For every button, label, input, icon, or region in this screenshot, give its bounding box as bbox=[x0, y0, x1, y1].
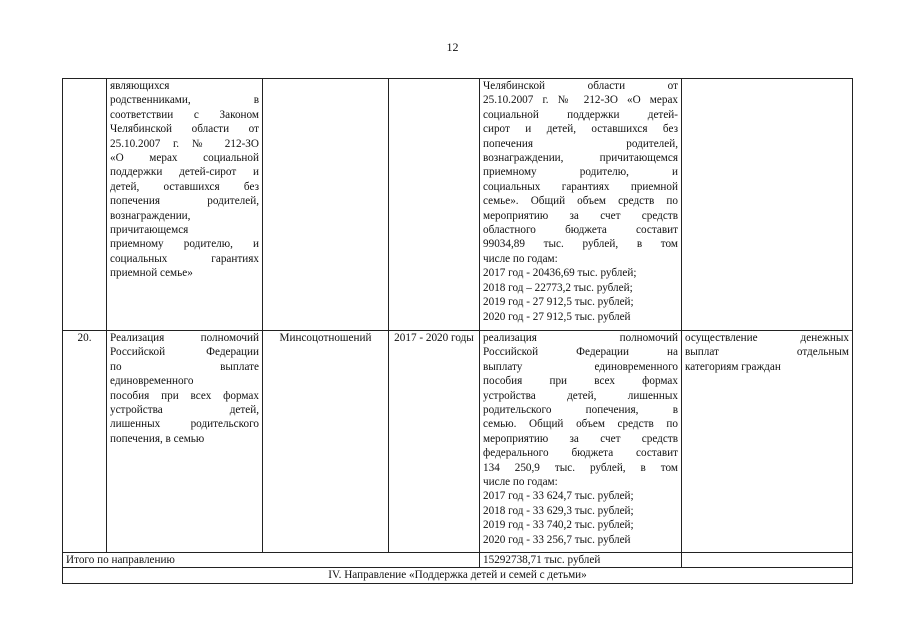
text-line: по выплате bbox=[110, 360, 259, 373]
text-line: родственниками, в bbox=[110, 94, 259, 107]
text-line: 2017 год - 33 624,7 тыс. рублей; bbox=[483, 490, 634, 503]
text-line: социальных гарантиях bbox=[110, 252, 259, 265]
cell-executor: Минсоцотношений bbox=[263, 331, 389, 553]
text-line: семью. Общий объем средств по bbox=[483, 418, 678, 431]
cell-description bbox=[480, 331, 682, 553]
text-line: Челябинской области от bbox=[110, 123, 259, 136]
text-line: 2020 год - 33 256,7 тыс. рублей bbox=[483, 533, 631, 546]
cell-activity-name bbox=[107, 331, 263, 553]
text-line: осуществление денежных bbox=[685, 332, 849, 344]
text-line: социальной поддержки детей- bbox=[483, 108, 678, 121]
text-line: причитающемся bbox=[110, 224, 189, 237]
cell-period: 2017 - 2020 годы bbox=[389, 331, 480, 553]
text-line: 25.10.2007 г. № 212-ЗО bbox=[110, 137, 259, 150]
text-line: родительского попечения, в bbox=[483, 404, 678, 417]
cell-description bbox=[480, 79, 682, 331]
text-line: мероприятию за счет средств bbox=[483, 209, 678, 222]
table-row-total bbox=[63, 553, 853, 568]
text-line: Российской Федерации на bbox=[483, 346, 678, 359]
text-line: Российской Федерации bbox=[110, 346, 259, 359]
text-line: 2018 год – 22773,2 тыс. рублей; bbox=[483, 281, 633, 294]
text-line: лишенных родительского bbox=[110, 418, 259, 431]
text-line: мероприятию за счет средств bbox=[483, 432, 678, 445]
cell-number bbox=[63, 79, 107, 331]
cell-result bbox=[682, 79, 853, 331]
text-line: вознаграждении, причитающемся bbox=[483, 152, 678, 165]
text-line: 2019 год - 33 740,2 тыс. рублей; bbox=[483, 519, 634, 532]
text-line: 134 250,9 тыс. рублей, в том bbox=[483, 461, 678, 474]
cell-executor bbox=[263, 79, 389, 331]
text-line: устройства детей, bbox=[110, 404, 259, 417]
program-table bbox=[62, 78, 853, 584]
text-line: Реализация полномочий bbox=[110, 332, 259, 344]
text-line: детей, оставшихся без bbox=[110, 180, 259, 193]
table-row-20 bbox=[63, 331, 853, 553]
text-line: устройства детей, лишенных bbox=[483, 389, 678, 402]
text-line: Челябинской области от bbox=[483, 80, 678, 92]
text-line: выплату единовременного bbox=[483, 360, 678, 373]
text-line: попечения, в семью bbox=[110, 432, 205, 445]
text-line: приемной семье» bbox=[110, 267, 193, 280]
text-line: единовременного bbox=[110, 375, 194, 388]
text-line: вознаграждении, bbox=[110, 209, 191, 222]
total-amount: 15292738,71 тыс. рублей bbox=[480, 553, 682, 568]
cell-activity-name bbox=[107, 79, 263, 331]
text-line: числе по годам: bbox=[483, 252, 558, 265]
text-line: приемному родителю, и bbox=[483, 166, 678, 179]
total-label: Итого по направлению bbox=[63, 553, 480, 568]
text-line: попечения родителей, bbox=[483, 137, 678, 150]
text-line: соответствии с Законом bbox=[110, 108, 259, 121]
text-line: категориям граждан bbox=[685, 360, 781, 373]
text-line: поддержки детей-сирот и bbox=[110, 166, 259, 179]
text-line: 25.10.2007 г. № 212-ЗО «О мерах bbox=[483, 94, 678, 107]
page-number: 12 bbox=[446, 40, 459, 54]
cell-result bbox=[682, 553, 853, 568]
text-line: 2019 год - 27 912,5 тыс. рублей; bbox=[483, 296, 634, 309]
text-line: 2017 год - 20436,69 тыс. рублей; bbox=[483, 267, 637, 280]
text-line: пособия при всех формах bbox=[483, 375, 678, 388]
text-line: являющихся bbox=[110, 80, 170, 92]
cell-result bbox=[682, 331, 853, 553]
text-line: сирот и детей, оставшихся без bbox=[483, 123, 678, 136]
text-line: попечения родителей, bbox=[110, 195, 259, 208]
section-header-row bbox=[63, 568, 853, 583]
text-line: социальных гарантиях приемной bbox=[483, 180, 678, 193]
cell-period bbox=[389, 79, 480, 331]
table-row-continuation bbox=[63, 79, 853, 331]
text-line: «О мерах социальной bbox=[110, 152, 259, 165]
text-line: федерального бюджета составит bbox=[483, 447, 678, 460]
text-line: пособия при всех формах bbox=[110, 389, 259, 402]
text-line: числе по годам: bbox=[483, 476, 558, 489]
text-line: приемному родителю, и bbox=[110, 238, 259, 251]
text-line: реализация полномочий bbox=[483, 332, 678, 344]
text-line: областного бюджета составит bbox=[483, 224, 678, 237]
cell-number: 20. bbox=[63, 331, 107, 553]
text-line: 2018 год - 33 629,3 тыс. рублей; bbox=[483, 504, 634, 517]
text-line: 2020 год - 27 912,5 тыс. рублей bbox=[483, 310, 631, 323]
section-header: IV. Направление «Поддержка детей и семей с детьми» bbox=[63, 568, 853, 583]
text-line: выплат отдельным bbox=[685, 346, 849, 359]
text-line: 99034,89 тыс. рублей, в том bbox=[483, 238, 678, 251]
text-line: семье». Общий объем средств по bbox=[483, 195, 678, 208]
